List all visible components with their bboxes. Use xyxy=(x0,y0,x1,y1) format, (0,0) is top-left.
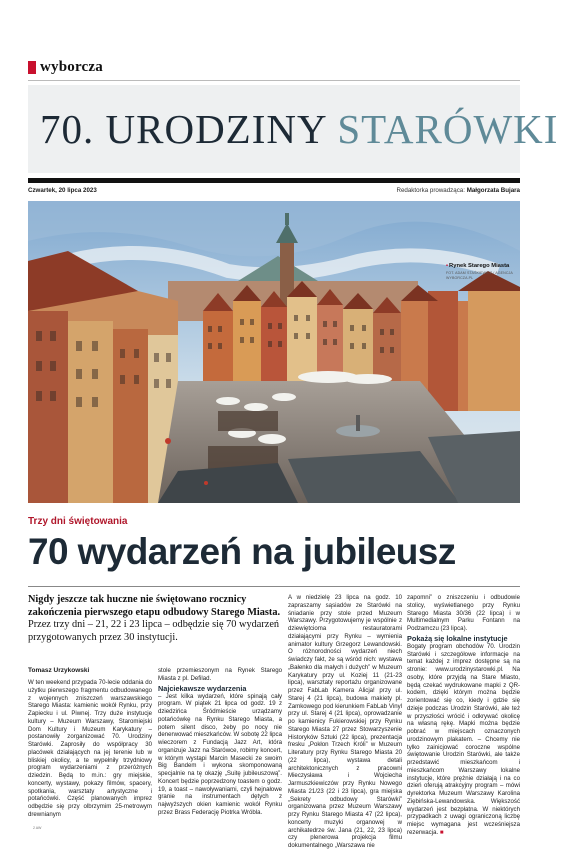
article-kicker: Trzy dni świętowania xyxy=(28,516,128,527)
newspaper-page xyxy=(28,0,559,858)
lead-bold: Nigdy jeszcze tak huczne nie świętowano rocznicy zakończenia pierwszego etapu odbudowy Starego Miasta. xyxy=(28,594,281,618)
column-4-body-wrap xyxy=(407,643,520,837)
section-title xyxy=(28,105,558,153)
column-4-body: Bogaty program obchodów 70. Urodzin Starówki i szczegółowe informacje na temat każdej z imprez dostępne są na stronie: www.urodzinystarowki.pl. Na osoby, które przyjdą na Stare Miasto, będą czekać wydrukowane mapki z QR-kodem, dzięki którym można będzie zorientować się co, kiedy i gdzie się dzieje podczas Urodzin Starówki, ale też w przyszłości wrócić i odkrywać okolicę na własną rękę. Mapki można będzie pobrać w miejscach oznaczonych urodzinowym plakatem. – Chcemy nie tylko zainicjować coroczne wspólne świętowanie Urodzin Starówki, ale także przedstawić mieszkańcom i mieszkańcom Warszawy lokalne instytucje, które prężnie działają i na co dzień oferują atrakcyjny program – mówi dyrektorka Muzeum Warszawy Karolina Ziębińska-Lewandowska. Większość wydarzeń jest bezpłatna. W niektórych przypadkach z uwagi ograniczoną liczbę miejsc wymagana jest wcześniejsza rezerwacja. xyxy=(407,642,520,836)
logo-mark xyxy=(28,61,36,74)
dateline xyxy=(28,187,520,194)
old-town-illustration xyxy=(28,201,520,503)
subheading-highlights: Najciekawsze wydarzenia xyxy=(158,683,247,693)
subheading-institutions: Pokażą się lokalne instytucje xyxy=(407,633,508,643)
column-2-intro: stole przemieszonym na Rynek Starego Miasta z pl. Defilad. xyxy=(158,667,282,682)
photo-caption xyxy=(446,263,518,281)
masthead xyxy=(28,59,103,76)
issue-date: Czwartek, 20 lipca 2023 xyxy=(28,187,97,194)
article-column-1 xyxy=(28,679,152,819)
lead-rest: Przez trzy dni – 21, 22 i 23 lipca – odbędzie się 70 wydarzeń przygotowanych przez 30 instytucji. xyxy=(28,619,280,643)
editor-credit xyxy=(397,187,520,194)
end-mark-icon: ■ xyxy=(439,828,444,836)
caption-title-text: Rynek Starego Miasta xyxy=(449,263,510,269)
column-1-text: W ten weekend przypada 70-lecie oddania do użytku pierwszego fragmentu odbudowanego z wojennych zniszczeń warszawskiego Starego Miasta: kamienic wokół Rynku, przy Zapiecku i ul. Piwnej. Trzy duże instytucje kultury – Muzeum Warszawy, Staromiejski Dom Kultury i Muzeum Karykatury – postanowiły zorganizować 70. Urodziny Starówki. Zaprosiły do współpracy 30 placówek działających na jej terenie lub w bliskiej okolicy, a te wypełniły trzydniowy program wydarzeniami z przeróżnych dziedzin. Będą to m.in.: gry miejskie, koncerty, wystawy, pokazy filmów, spacery, spotkania, warsztaty artystyczne i potańcówki. Część planowanych imprez odbędzie się przy olbrzymim 25-metrowym drewnianym xyxy=(28,679,152,818)
article-lead xyxy=(28,594,291,644)
article-column-4 xyxy=(407,594,520,837)
old-town-photo xyxy=(28,201,520,503)
logo-text: wyborcza xyxy=(40,59,103,75)
column-4-intro: zapomni” o zniszczeniu i odbudowie stolicy, wyświetlanego przy Rynku Starego Miasta 30/36 (22 lipca) i w Multimedialnym Parku Fontann na Podzamczu (23 lipca). xyxy=(407,594,520,632)
article-column-2 xyxy=(158,667,282,817)
article-headline: 70 wydarzeń na jubileusz xyxy=(28,531,456,572)
masthead-rule xyxy=(28,80,520,81)
page-folio: 2 AW xyxy=(33,826,42,830)
column-3-text: A w niedzielę 23 lipca na godz. 10 zapraszamy sąsiadów ze Starówki na śniadanie przy stole przed Muzeum Warszawy. Przygotowujemy je wspólnie z dziewiętcioma restauratorami działającymi przy Rynku – wymienia animator kultury Grzegorz Lewandowski. O różnorodności wydarzeń niech świadczy fakt, że są wśród nich: wystawa „Bałenko dla małych i dużych” w Muzeum Karykatury przy ul. Koziej 11 (21-23 lipca), warsztaty reportażu organizowane przez FabLab Kamera Alicja! przy ul. Starej 4 (21 lipca), budowa makiety pl. Zamkowego pod kierunkiem FabLab Vinyl przy ul. Starej 4 (21 lipca), oprowadzanie po kamienicy Fukierowskiej przy Rynku Starego Miasta 27 przez Stowarzyszenie Historyków Sztuki (22 lipca), prezentacja fresku „Pokłon Trzech Króli” w Muzeum Literatury przy Rynku Starego Miasta 20 (22 lipca), wystawa detali architektonicznych z pracowni Mieczysława i Wojciecha Jarmuszkiewiczów przy Rynku Nowego Miasta 21/23 (22 i 23 lipca), gra miejska „Sekrety odbudowy Starówki” organizowana przez Muzeum Warszawy przy Rynku Starego Miasta 47 (22 lipca), koncerty muzyki organowej w archikatedrze św. Jana (21, 22, 23 lipca) czy plenerowa projekcja filmu dokumentalnego „Warszawa nie xyxy=(288,594,402,849)
section-title-part1: 70. URODZINY xyxy=(40,106,327,152)
article-author: Tomasz Urzykowski xyxy=(28,667,90,674)
section-banner xyxy=(28,85,559,173)
photo-credit: FOT. ADAM STAŚKIEWICZ / AGENCJA WYBORCZA.PL xyxy=(446,271,513,280)
section-title-part2: STARÓWKI xyxy=(337,106,559,152)
caption-bullet-icon: • xyxy=(446,263,449,269)
article-column-3 xyxy=(288,594,402,850)
banner-rule xyxy=(28,178,520,183)
column-2-body: – Jest kilka wydarzeń, które spinają cały program. W piątek 21 lipca od godz. 19 z dziedzińca Śródmieście urządzamy potańcówkę na Rynku Starego Miasta, a potem silent disco, żeby po nocy nie denerwować mieszkańców. W sobotę 22 lipca wieczorem z Fundacją Jazz Art, która organizuje Jazz na Starówce, robimy koncert, w którym wystąpi Marcin Masecki ze swoim Big Bandem i wykona skomponowaną specjalnie na tę okazję „Suitę jubileuszową”. Koncert będzie poprzedzony toastem o godz. 19, a toast – nawoływaniami, czyli hejnałowe granie na instrumentach dętych z najwyższych okien kamienic wokół Rynku przez Brass Federację Piotrka Wróbla. xyxy=(158,692,282,816)
editor-name: Małgorzata Bujara xyxy=(466,187,520,194)
headline-rule xyxy=(28,586,520,587)
caption-title xyxy=(446,263,518,269)
editor-label: Redaktorka prowadząca: xyxy=(396,187,465,194)
